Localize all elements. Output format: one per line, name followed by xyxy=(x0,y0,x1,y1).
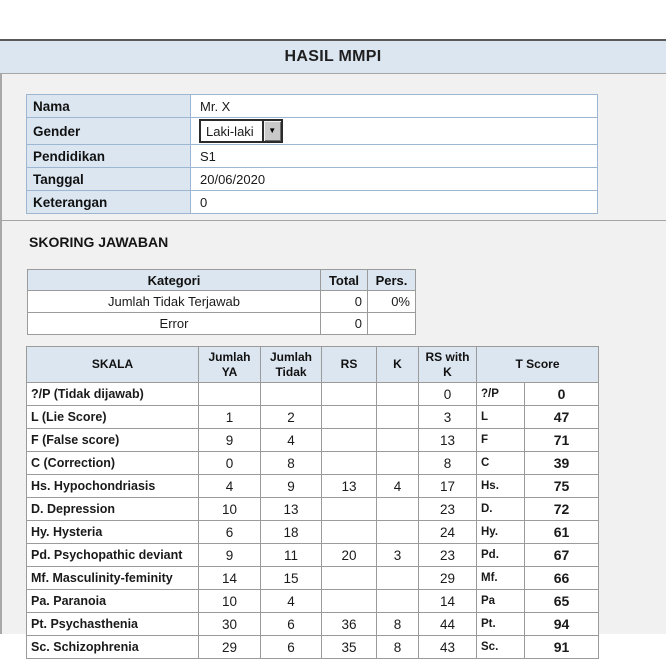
score-row xyxy=(27,613,599,636)
score-cell-jumlah-tidak: 4 xyxy=(261,590,322,613)
score-row xyxy=(27,475,599,498)
score-cell-skala: F (False score) xyxy=(27,429,199,452)
score-cell-abbr: Pd. xyxy=(477,544,525,567)
score-cell-rs-with-k: 13 xyxy=(419,429,477,452)
form-field-value[interactable] xyxy=(191,191,598,214)
score-cell-k xyxy=(377,429,419,452)
score-header-rs-with-k: RS with K xyxy=(419,347,477,383)
score-row xyxy=(27,498,599,521)
summary-row xyxy=(28,313,416,335)
score-row xyxy=(27,521,599,544)
score-cell-jumlah-tidak: 9 xyxy=(261,475,322,498)
score-cell-jumlah-ya: 0 xyxy=(199,452,261,475)
score-cell-jumlah-ya: 14 xyxy=(199,567,261,590)
scale-score-table xyxy=(26,346,599,659)
form-row xyxy=(27,118,598,145)
score-cell-skala: Mf. Masculinity-feminity xyxy=(27,567,199,590)
score-cell-abbr: Sc. xyxy=(477,636,525,659)
score-header-rs: RS xyxy=(322,347,377,383)
answer-scoring-table xyxy=(27,269,416,335)
score-row xyxy=(27,383,599,406)
score-cell-rs-with-k: 3 xyxy=(419,406,477,429)
score-cell-k: 8 xyxy=(377,636,419,659)
summary-cell-kategori: Error xyxy=(28,313,321,335)
score-cell-skala: Sc. Schizophrenia xyxy=(27,636,199,659)
summary-header-pers: Pers. xyxy=(368,270,416,291)
form-value-text: Mr. X xyxy=(200,98,231,114)
score-cell-skala: L (Lie Score) xyxy=(27,406,199,429)
score-cell-jumlah-ya: 10 xyxy=(199,590,261,613)
score-cell-abbr: D. xyxy=(477,498,525,521)
form-value-text: 0 xyxy=(200,194,208,210)
score-cell-skala: ?/P (Tidak dijawab) xyxy=(27,383,199,406)
gender-dropdown-value: Laki-laki xyxy=(206,123,254,139)
score-cell-rs: 13 xyxy=(322,475,377,498)
form-row xyxy=(27,95,598,118)
summary-header-total: Total xyxy=(321,270,368,291)
score-cell-jumlah-tidak xyxy=(261,383,322,406)
form-value-text: 20/06/2020 xyxy=(200,171,266,187)
score-cell-skala: D. Depression xyxy=(27,498,199,521)
score-cell-rs-with-k: 0 xyxy=(419,383,477,406)
page-title: HASIL MMPI xyxy=(284,48,382,65)
form-field-value[interactable] xyxy=(191,118,598,145)
score-row xyxy=(27,590,599,613)
section-divider xyxy=(0,220,666,221)
score-cell-jumlah-tidak: 11 xyxy=(261,544,322,567)
score-cell-rs xyxy=(322,590,377,613)
form-row xyxy=(27,168,598,191)
score-cell-t-score: 66 xyxy=(525,567,599,590)
score-cell-t-score: 65 xyxy=(525,590,599,613)
form-field-label: Nama xyxy=(27,95,191,118)
score-cell-t-score: 0 xyxy=(525,383,599,406)
score-cell-rs xyxy=(322,429,377,452)
score-cell-rs: 20 xyxy=(322,544,377,567)
score-cell-rs: 36 xyxy=(322,613,377,636)
score-cell-rs: 35 xyxy=(322,636,377,659)
form-value-text: S1 xyxy=(200,148,216,164)
score-cell-abbr: C xyxy=(477,452,525,475)
score-cell-t-score: 67 xyxy=(525,544,599,567)
score-row xyxy=(27,452,599,475)
form-field-label: Pendidikan xyxy=(27,145,191,168)
score-cell-jumlah-tidak: 6 xyxy=(261,613,322,636)
score-cell-abbr: Pa xyxy=(477,590,525,613)
score-cell-rs-with-k: 44 xyxy=(419,613,477,636)
form-field-label: Tanggal xyxy=(27,168,191,191)
score-cell-t-score: 61 xyxy=(525,521,599,544)
score-cell-k xyxy=(377,406,419,429)
score-cell-rs-with-k: 23 xyxy=(419,544,477,567)
form-field-label: Gender xyxy=(27,118,191,145)
patient-info-table xyxy=(26,94,598,214)
score-cell-rs-with-k: 29 xyxy=(419,567,477,590)
score-cell-abbr: Hy. xyxy=(477,521,525,544)
form-row xyxy=(27,191,598,214)
score-cell-jumlah-tidak: 13 xyxy=(261,498,322,521)
score-cell-jumlah-tidak: 4 xyxy=(261,429,322,452)
score-row xyxy=(27,544,599,567)
score-cell-k: 3 xyxy=(377,544,419,567)
score-cell-jumlah-ya: 4 xyxy=(199,475,261,498)
form-field-value[interactable] xyxy=(191,145,598,168)
score-cell-t-score: 47 xyxy=(525,406,599,429)
summary-cell-total: 0 xyxy=(321,291,368,313)
score-cell-rs xyxy=(322,567,377,590)
score-cell-k xyxy=(377,452,419,475)
score-header-k: K xyxy=(377,347,419,383)
score-cell-jumlah-tidak: 8 xyxy=(261,452,322,475)
summary-cell-total: 0 xyxy=(321,313,368,335)
left-gridline xyxy=(0,39,2,634)
score-cell-t-score: 91 xyxy=(525,636,599,659)
score-cell-k xyxy=(377,383,419,406)
score-cell-k: 8 xyxy=(377,613,419,636)
score-header-row xyxy=(27,347,599,383)
score-cell-jumlah-ya: 30 xyxy=(199,613,261,636)
score-cell-rs-with-k: 24 xyxy=(419,521,477,544)
summary-row xyxy=(28,291,416,313)
score-cell-t-score: 39 xyxy=(525,452,599,475)
score-cell-abbr: Pt. xyxy=(477,613,525,636)
gender-dropdown[interactable] xyxy=(199,119,283,143)
score-cell-abbr: ?/P xyxy=(477,383,525,406)
score-cell-t-score: 94 xyxy=(525,613,599,636)
score-cell-k xyxy=(377,521,419,544)
score-header-skala: SKALA xyxy=(27,347,199,383)
score-cell-jumlah-ya: 9 xyxy=(199,544,261,567)
summary-cell-kategori: Jumlah Tidak Terjawab xyxy=(28,291,321,313)
score-cell-t-score: 71 xyxy=(525,429,599,452)
score-cell-jumlah-tidak: 2 xyxy=(261,406,322,429)
score-cell-abbr: L xyxy=(477,406,525,429)
form-row xyxy=(27,145,598,168)
score-cell-rs xyxy=(322,383,377,406)
form-field-label: Keterangan xyxy=(27,191,191,214)
form-field-value[interactable] xyxy=(191,95,598,118)
score-cell-rs-with-k: 43 xyxy=(419,636,477,659)
score-cell-jumlah-ya: 10 xyxy=(199,498,261,521)
score-cell-jumlah-tidak: 6 xyxy=(261,636,322,659)
score-cell-rs xyxy=(322,406,377,429)
score-cell-k xyxy=(377,590,419,613)
score-cell-k: 4 xyxy=(377,475,419,498)
score-cell-rs-with-k: 23 xyxy=(419,498,477,521)
summary-header-kategori: Kategori xyxy=(28,270,321,291)
score-cell-jumlah-ya: 6 xyxy=(199,521,261,544)
score-cell-k xyxy=(377,498,419,521)
score-cell-k xyxy=(377,567,419,590)
score-header-jumlah-ya: Jumlah YA xyxy=(199,347,261,383)
score-cell-abbr: Hs. xyxy=(477,475,525,498)
score-cell-jumlah-ya: 1 xyxy=(199,406,261,429)
score-cell-skala: Hy. Hysteria xyxy=(27,521,199,544)
score-cell-rs-with-k: 8 xyxy=(419,452,477,475)
score-cell-rs xyxy=(322,452,377,475)
score-cell-rs-with-k: 14 xyxy=(419,590,477,613)
score-header-t-score: T Score xyxy=(477,347,599,383)
score-cell-skala: Pt. Psychasthenia xyxy=(27,613,199,636)
score-cell-rs xyxy=(322,498,377,521)
title-band xyxy=(0,39,666,74)
score-cell-jumlah-ya: 29 xyxy=(199,636,261,659)
score-row xyxy=(27,567,599,590)
chevron-down-icon: ▼ xyxy=(268,126,277,135)
score-row xyxy=(27,406,599,429)
score-cell-t-score: 72 xyxy=(525,498,599,521)
score-cell-skala: Hs. Hypochondriasis xyxy=(27,475,199,498)
score-cell-t-score: 75 xyxy=(525,475,599,498)
score-row xyxy=(27,636,599,659)
dropdown-arrow-button[interactable] xyxy=(262,121,281,141)
score-cell-jumlah-tidak: 15 xyxy=(261,567,322,590)
section-heading: SKORING JAWABAN xyxy=(29,234,169,250)
score-cell-rs-with-k: 17 xyxy=(419,475,477,498)
score-cell-jumlah-ya: 9 xyxy=(199,429,261,452)
form-field-value[interactable] xyxy=(191,168,598,191)
score-cell-skala: C (Correction) xyxy=(27,452,199,475)
score-row xyxy=(27,429,599,452)
summary-header-row xyxy=(28,270,416,291)
summary-cell-pers: 0% xyxy=(368,291,416,313)
score-header-jumlah-tidak: Jumlah Tidak xyxy=(261,347,322,383)
score-cell-jumlah-ya xyxy=(199,383,261,406)
score-cell-skala: Pa. Paranoia xyxy=(27,590,199,613)
score-cell-abbr: Mf. xyxy=(477,567,525,590)
score-cell-rs xyxy=(322,521,377,544)
summary-cell-pers xyxy=(368,313,416,335)
score-cell-jumlah-tidak: 18 xyxy=(261,521,322,544)
score-cell-abbr: F xyxy=(477,429,525,452)
score-cell-skala: Pd. Psychopathic deviant xyxy=(27,544,199,567)
